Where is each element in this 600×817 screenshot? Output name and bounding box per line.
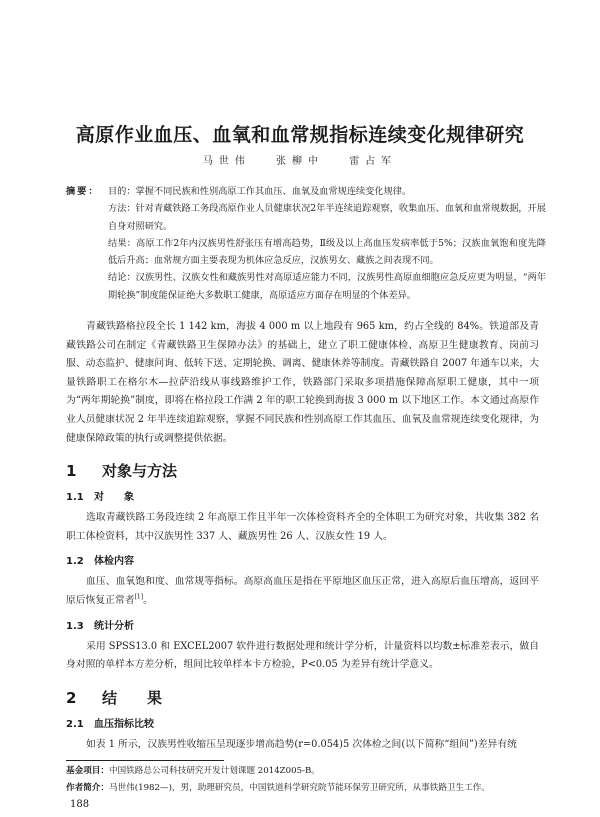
footnote-author: 作者简介：马世伟(1982—)，男，助理研究员，中国铁道科学研究院节能环保劳卫研究所，从事铁路卫生工作。 — [66, 783, 490, 794]
section-2-1-text: 如表 1 所示，汉族男性收缩压呈现逐步增高趋势(r=0.054)5 次体检之间(以下简称“组间”)差异有统 — [86, 738, 517, 750]
abstract-results: 结果：高原工作2年内汉族男性舒张压有增高趋势，Ⅱ级及以上高血压发病率低于5%；汉族血氧饱和度先降低后升高；血常规方面主要表现为机体应急反应，汉族男女、藏族之间表现不同。 — [108, 237, 546, 267]
paper-title: 高原作业血压、血氧和血常规指标连续变化规律研究 — [75, 124, 525, 146]
footnote-funding: 基金项目：中国铁路总公司科技研究开发计划课题 2014Z005-B。 — [66, 766, 320, 777]
citation[interactable]: [1] — [134, 593, 144, 601]
abstract-objective: 目的：掌握不同民族和性别高原工作其血压、血氧及血常规连续变化规律。 — [108, 186, 412, 197]
section-1-3-text: 采用 SPSS13.0 和 EXCEL2007 软件进行数据处理和统计学分析，计量资料以均数±标准差表示，做自身对照的单样本方差分析，组间比较单样本卡方检验，P<0.05 为差异有统计学意义。 — [66, 640, 539, 671]
section-1-1-heading: 1.1 对 象 — [66, 492, 134, 504]
section-1-3-heading: 1.3 统计分析 — [66, 620, 134, 632]
author: 雷占军 — [349, 156, 398, 167]
author: 张柳中 — [276, 156, 324, 167]
abstract — [66, 183, 546, 304]
section-1-heading: 1 对象与方法 — [66, 462, 178, 481]
abstract-conclusion: 结论：汉族男性、汉族女性和藏族男性对高原适应能力不同，汉族男性高原血细胞应急反应更为明显，“两年期轮换”制度能保证绝大多数职工健康，高原适应方面存在明显的个体差异。 — [108, 272, 546, 301]
intro-paragraph: 青藏铁路格拉段全长 1 142 km，海拔 4 000 m 以上地段有 965 km，约占全线的 84%。铁道部及青藏铁路公司在制定《青藏铁路卫生保障办法》的基础上，建立了职工健康体检、高原卫生健康教育、岗前习服、动态监护、健康问询、低转下送、定期轮换、调离、健康休养等制度。青藏铁路自 2007 年通车以来，大量铁路职工在格尔木—拉萨沿线从事线路维护工作，铁路部门采取多项措施保障高原职工健康，其中一项为“两年期轮换”制度，即将在格拉段工作满 2 年的职工轮换到海拔 3 000 m 以下地区工作。本文通过高原作业人员健康状况 2 年半连续追踪观察，掌握不同民族和性别高原工作其血压、血氧及血常规连续变化规律，为健康保障政策的执行或调整提供依据。 — [66, 321, 539, 444]
section-2-heading: 2 结 果 — [66, 688, 163, 707]
abstract-methods: 方法：针对青藏铁路工务段高原作业人员健康状况2年半连续追踪观察，收集血压、血氧和血常规数据，开展自身对照研究。 — [108, 203, 546, 232]
section-1-1-text: 选取青藏铁路工务段连续 2 年高原工作且半年一次体检资料齐全的全体职工为研究对象，共收集 382 名职工体检资料，其中汉族男性 337 人、藏族男性 26 人、汉族女性 19 人。 — [66, 512, 539, 542]
author: 马世伟 — [202, 156, 251, 167]
section-2-1-heading: 2.1 血压指标比较 — [66, 718, 154, 730]
footnote-divider — [66, 760, 224, 761]
authors — [0, 155, 600, 169]
abstract-label: 摘要： — [66, 186, 100, 197]
section-1-2-text: 血压、血氧饱和度、血常规等指标。高原高血压是指在平原地区血压正常，进入高原后血压增高，返回平原后恢复正常者[1]。 — [66, 576, 539, 607]
section-1-2-heading: 1.2 体检内容 — [66, 556, 134, 568]
page-number: 188 — [70, 799, 90, 811]
